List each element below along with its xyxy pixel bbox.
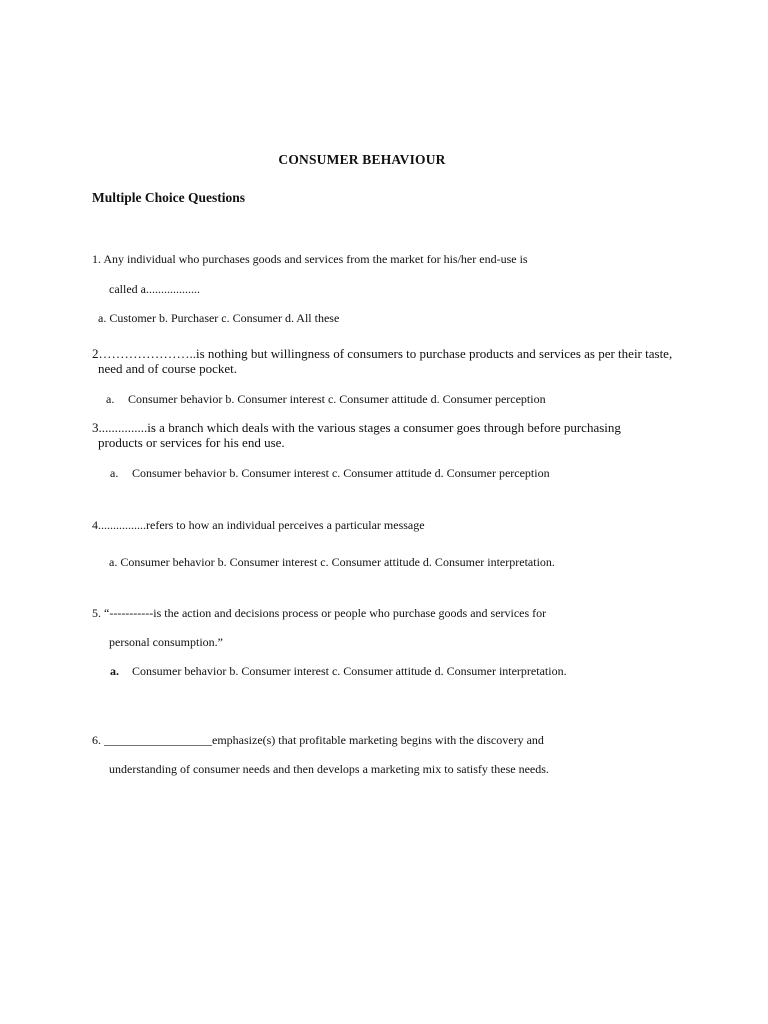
- question-1-line-1: 1. Any individual who purchases goods and services from the market for his/her end-use is: [92, 252, 528, 266]
- question-3-line-2: products or services for his end use.: [98, 435, 285, 450]
- question-2-line-1: 2…………………..is nothing but willingness of consumers to purchase products and services as per their taste,: [92, 346, 673, 361]
- question-5-line-2: personal consumption.”: [109, 635, 223, 649]
- question-1-options: a. Customer b. Purchaser c. Consumer d. All these: [98, 311, 340, 325]
- question-2-line-2: need and of course pocket.: [98, 361, 237, 376]
- question-2-option-marker: a.: [106, 392, 115, 406]
- section-heading: Multiple Choice Questions: [92, 190, 246, 205]
- question-3-options: Consumer behavior b. Consumer interest c. Consumer attitude d. Consumer perception: [132, 466, 550, 480]
- question-6-line-2: understanding of consumer needs and then develops a marketing mix to satisfy these needs.: [109, 762, 549, 776]
- question-4-line-1: 4................refers to how an individual perceives a particular message: [92, 518, 425, 532]
- question-5-options: Consumer behavior b. Consumer interest c. Consumer attitude d. Consumer interpretation.: [132, 664, 567, 678]
- question-3-line-1: 3...............is a branch which deals with the various stages a consumer goes through before purchasing: [92, 420, 621, 435]
- page-title: CONSUMER BEHAVIOUR: [278, 152, 446, 167]
- question-5-line-1: 5. “-----------is the action and decisions process or people who purchase goods and services for: [92, 606, 547, 620]
- question-6-line-1: 6. __________________emphasize(s) that profitable marketing begins with the discovery and: [92, 733, 544, 747]
- question-2-options: Consumer behavior b. Consumer interest c. Consumer attitude d. Consumer perception: [128, 392, 546, 406]
- question-4-options: a. Consumer behavior b. Consumer interest c. Consumer attitude d. Consumer interpretation.: [109, 555, 555, 569]
- question-1-line-2: called a..................: [109, 282, 200, 296]
- question-5-option-marker: a.: [110, 664, 119, 678]
- question-3-option-marker: a.: [110, 466, 119, 480]
